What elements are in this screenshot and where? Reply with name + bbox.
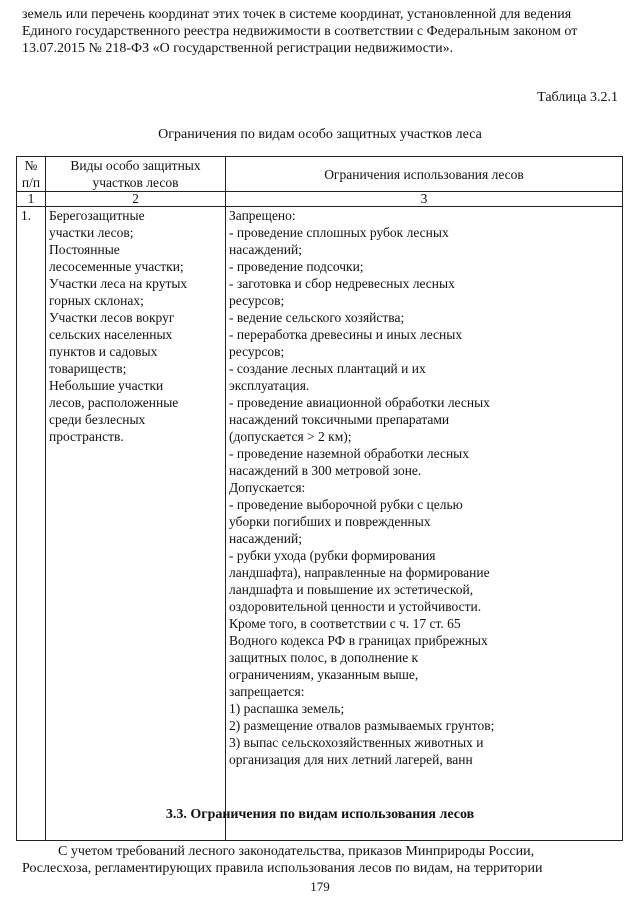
restriction-line: - рубки ухода (рубки формирования bbox=[229, 548, 436, 563]
after-line: Рослесхоза, регламентирующих правила использования лесов по видам, на территории bbox=[22, 861, 543, 876]
intro-line: земель или перечень координат этих точек в системе координат, установленной для ведения bbox=[22, 7, 572, 22]
forest-type-line: среди безлесных bbox=[49, 412, 146, 427]
after-paragraph bbox=[22, 843, 622, 877]
restriction-line: насаждений; bbox=[229, 531, 302, 546]
forest-type-line: Небольшие участки bbox=[49, 378, 164, 393]
restriction-line: 1) распашка земель; bbox=[229, 701, 345, 716]
restriction-line: защитных полос, в дополнение к bbox=[229, 650, 419, 665]
restriction-line: - заготовка и сбор недревесных лесных bbox=[229, 276, 455, 291]
restrictions-cell bbox=[226, 207, 623, 841]
column-number: 1 bbox=[17, 192, 46, 207]
restriction-line: Допускается: bbox=[229, 480, 306, 495]
restriction-line: - переработка древесины и иных лесных bbox=[229, 327, 463, 342]
forest-type-line: лесосеменные участки; bbox=[49, 259, 184, 274]
header-num: № п/п bbox=[17, 157, 46, 192]
restriction-line: запрещается: bbox=[229, 684, 305, 699]
forest-type-line: горных склонах; bbox=[49, 293, 144, 308]
restriction-line: Кроме того, в соответствии с ч. 17 ст. 65 bbox=[229, 616, 461, 631]
page-number: 179 bbox=[310, 879, 330, 894]
restriction-line: - ведение сельского хозяйства; bbox=[229, 310, 405, 325]
restriction-line: - проведение сплошных рубок лесных bbox=[229, 225, 449, 240]
table-number: Таблица 3.2.1 bbox=[537, 90, 618, 105]
restriction-line: ограничениям, указанным выше, bbox=[229, 667, 419, 682]
forest-type-line: сельских населенных bbox=[49, 327, 173, 342]
after-line: С учетом требований лесного законодательства, приказов Минприроды России, bbox=[58, 844, 535, 859]
header-restrictions: Ограничения использования лесов bbox=[226, 157, 623, 192]
restriction-line: насаждений; bbox=[229, 242, 302, 257]
column-number: 3 bbox=[226, 192, 623, 207]
table-header-row bbox=[17, 157, 623, 192]
restriction-line: - проведение подсочки; bbox=[229, 259, 364, 274]
restriction-line: ресурсов; bbox=[229, 293, 285, 308]
restriction-line: Запрещено: bbox=[229, 208, 296, 223]
column-number: 2 bbox=[46, 192, 226, 207]
column-numbers-row bbox=[17, 192, 623, 207]
row-number: 1. bbox=[17, 207, 46, 841]
forest-type-line: пространств. bbox=[49, 429, 124, 444]
restriction-line: - проведение авиационной обработки лесных bbox=[229, 395, 490, 410]
forest-type-line: лесов, расположенные bbox=[49, 395, 179, 410]
intro-line: Единого государственного реестра недвижимости в соответствии с Федеральным законом от bbox=[22, 24, 578, 39]
restriction-line: 2) размещение отвалов размываемых грунтов; bbox=[229, 718, 495, 733]
forest-type-line: Берегозащитные bbox=[49, 208, 145, 223]
forest-type-line: участки лесов; bbox=[49, 225, 134, 240]
restriction-line: ландшафта), направленные на формирование bbox=[229, 565, 490, 580]
forest-types-cell bbox=[46, 207, 226, 841]
intro-paragraph bbox=[22, 6, 622, 57]
restriction-line: Водного кодекса РФ в границах прибрежных bbox=[229, 633, 488, 648]
section-heading: 3.3. Ограничения по видам использования лесов bbox=[165, 807, 475, 822]
restriction-line: организация для них летний лагерей, ванн bbox=[229, 752, 473, 767]
header-types: Виды особо защитных участков лесов bbox=[46, 157, 226, 192]
forest-type-line: Участки леса на крутых bbox=[49, 276, 188, 291]
restriction-line: ресурсов; bbox=[229, 344, 285, 359]
restriction-line: ландшафта и повышение их эстетической, bbox=[229, 582, 474, 597]
restriction-line: насаждений в 300 метровой зоне. bbox=[229, 463, 422, 478]
forest-type-line: Участки лесов вокруг bbox=[49, 310, 175, 325]
restriction-line: насаждений токсичными препаратами bbox=[229, 412, 450, 427]
forest-type-line: пунктов и садовых bbox=[49, 344, 158, 359]
restriction-line: 3) выпас сельскохозяйственных животных и bbox=[229, 735, 484, 750]
table-row bbox=[17, 207, 623, 841]
restriction-line: (допускается > 2 км); bbox=[229, 429, 352, 444]
restriction-line: - создание лесных плантаций и их bbox=[229, 361, 426, 376]
restriction-line: эксплуатация. bbox=[229, 378, 310, 393]
intro-line: 13.07.2015 № 218-ФЗ «О государственной регистрации недвижимости». bbox=[22, 41, 454, 56]
table-title: Ограничения по видам особо защитных участков леса bbox=[158, 127, 482, 142]
forest-type-line: товариществ; bbox=[49, 361, 127, 376]
restrictions-table bbox=[16, 156, 623, 841]
restriction-line: уборки погибших и поврежденных bbox=[229, 514, 431, 529]
restriction-line: - проведение выборочной рубки с целью bbox=[229, 497, 463, 512]
restriction-line: - проведение наземной обработки лесных bbox=[229, 446, 470, 461]
restriction-line: оздоровительной ценности и устойчивости. bbox=[229, 599, 482, 614]
forest-type-line: Постоянные bbox=[49, 242, 120, 257]
